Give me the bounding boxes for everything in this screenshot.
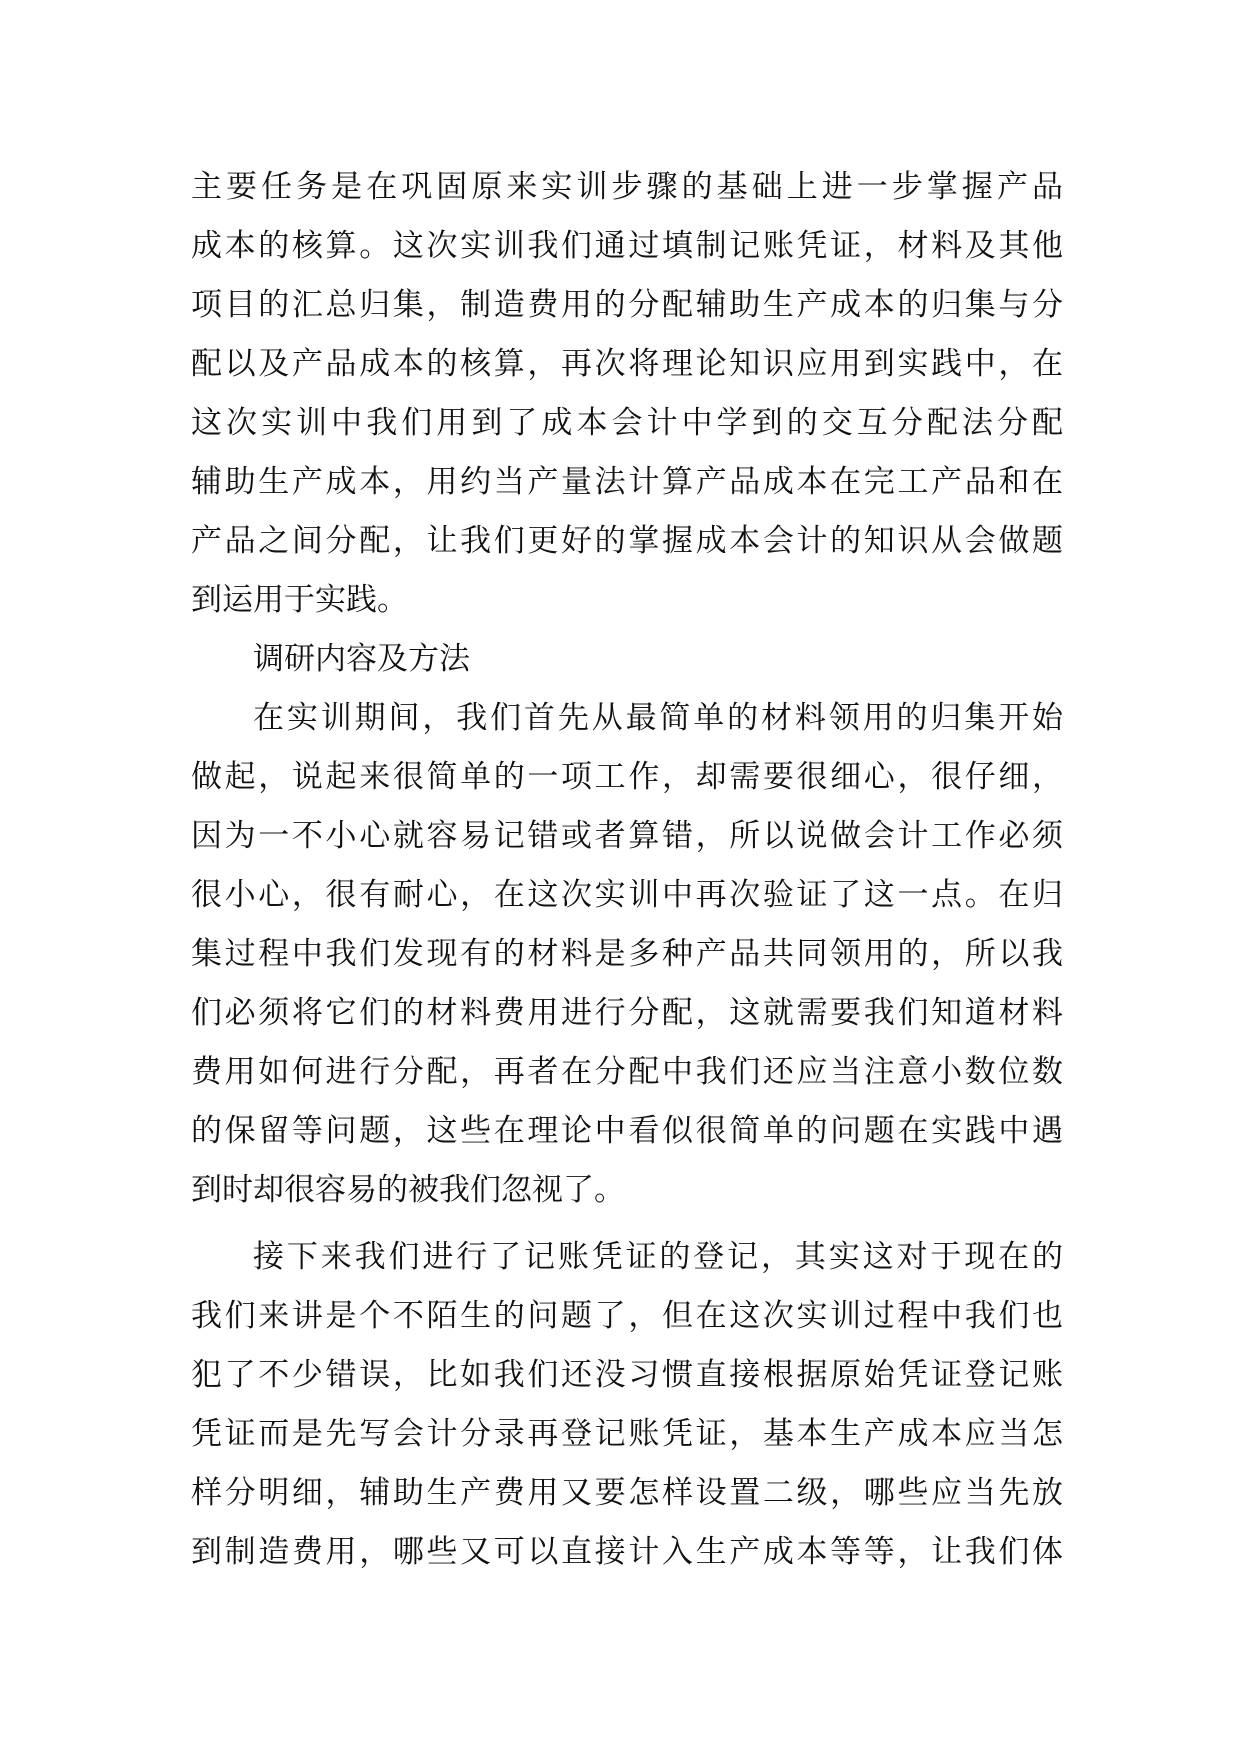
text-line: 我们来讲是个不陌生的问题了，但在这次实训过程中我们也: [191, 1298, 1063, 1334]
paragraph-spacer: [191, 1220, 1063, 1228]
paragraph-task-summary: [191, 158, 1063, 630]
text-line: 到制造费用，哪些又可以直接计入生产成本等等，让我们体: [191, 1534, 1063, 1570]
text-line: 们必须将它们的材料费用进行分配，这就需要我们知道材料: [191, 995, 1063, 1031]
text-line: 做起，说起来很简单的一项工作，却需要很细心，很仔细，: [191, 759, 1063, 795]
text-line: 主要任务是在巩固原来实训步骤的基础上进一步掌握产品: [191, 169, 1063, 205]
text-line: 凭证而是先写会计分录再登记账凭证，基本生产成本应当怎: [191, 1416, 1063, 1452]
text-line: 的保留等问题，这些在理论中看似很简单的问题在实践中遇: [191, 1113, 1063, 1149]
paragraph-voucher-registration: [191, 1228, 1063, 1582]
paragraph-material-collection: [191, 689, 1063, 1220]
text-line: 项目的汇总归集，制造费用的分配辅助生产成本的归集与分: [191, 287, 1063, 323]
text-line: 这次实训中我们用到了成本会计中学到的交互分配法分配: [191, 405, 1063, 441]
text-line: 到运用于实践。: [191, 582, 408, 618]
text-line: 产品之间分配，让我们更好的掌握成本会计的知识从会做题: [191, 523, 1063, 559]
text-line: 接下来我们进行了记账凭证的登记，其实这对于现在的: [253, 1239, 1063, 1275]
text-line: 到时却很容易的被我们忽视了。: [191, 1172, 625, 1208]
text-line: 成本的核算。这次实训我们通过填制记账凭证，材料及其他: [191, 228, 1063, 264]
heading-text: 调研内容及方法: [253, 641, 470, 677]
document-body: [191, 158, 1063, 1582]
text-line: 费用如何进行分配，再者在分配中我们还应当注意小数位数: [191, 1054, 1063, 1090]
text-line: 因为一不小心就容易记错或者算错，所以说做会计工作必须: [191, 818, 1063, 854]
text-line: 犯了不少错误，比如我们还没习惯直接根据原始凭证登记账: [191, 1357, 1063, 1393]
text-line: 配以及产品成本的核算，再次将理论知识应用到实践中，在: [191, 346, 1063, 382]
text-line: 辅助生产成本，用约当产量法计算产品成本在完工产品和在: [191, 464, 1063, 500]
text-line: 样分明细，辅助生产费用又要怎样设置二级，哪些应当先放: [191, 1475, 1063, 1511]
text-line: 很小心，很有耐心，在这次实训中再次验证了这一点。在归: [191, 877, 1063, 913]
section-heading: [191, 630, 1063, 689]
text-line: 在实训期间，我们首先从最简单的材料领用的归集开始: [253, 700, 1063, 736]
text-line: 集过程中我们发现有的材料是多种产品共同领用的，所以我: [191, 936, 1063, 972]
